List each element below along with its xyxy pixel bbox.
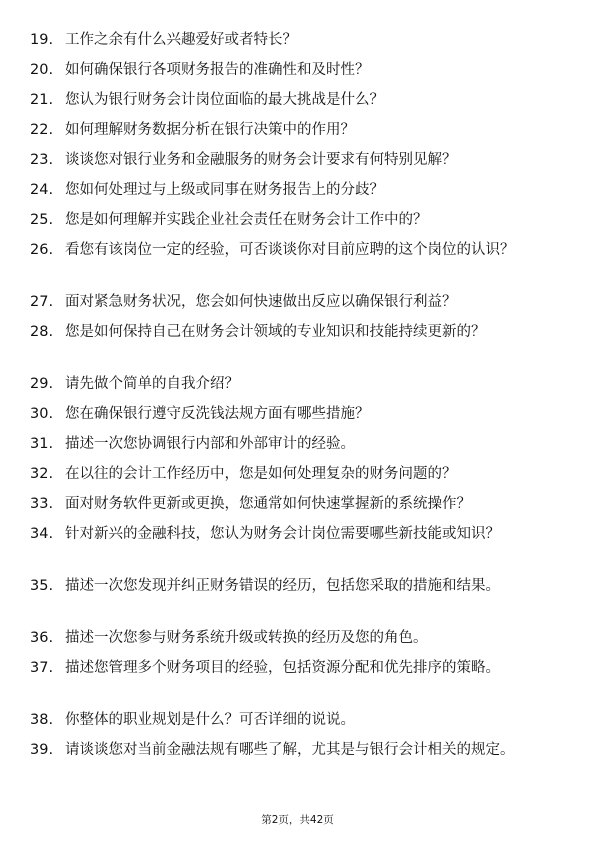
question-text: 你整体的职业规划是什么？可否详细的说说。	[65, 712, 355, 728]
question-text: 您是如何保持自己在财务会计领域的专业知识和技能持续更新的？	[65, 324, 486, 340]
question-text: 请谈谈您对当前金融法规有哪些了解，尤其是与银行会计相关的规定。	[65, 742, 515, 758]
question-number: 19.	[30, 32, 54, 48]
question-text: 如何理解财务数据分析在银行决策中的作用？	[65, 122, 355, 138]
question-text: 针对新兴的金融科技，您认为财务会计岗位需要哪些新技能或知识？	[65, 526, 500, 542]
question-number: 27.	[30, 294, 54, 310]
page-footer: 第2页，共42页	[261, 814, 334, 826]
question-number: 23.	[30, 152, 54, 168]
question-number: 25.	[30, 212, 54, 228]
question-text: 描述您管理多个财务项目的经验，包括资源分配和优先排序的策略。	[65, 660, 500, 676]
question-number: 29.	[30, 376, 54, 392]
question-text: 工作之余有什么兴趣爱好或者特长？	[65, 32, 297, 48]
question-number: 20.	[30, 62, 54, 78]
question-text: 请先做个简单的自我介绍？	[65, 376, 239, 392]
question-text: 在以往的会计工作经历中，您是如何处理复杂的财务问题的？	[65, 466, 457, 482]
question-text: 描述一次您参与财务系统升级或转换的经历及您的角色。	[65, 630, 428, 646]
question-number: 28.	[30, 324, 54, 340]
question-number: 24.	[30, 182, 54, 198]
question-number: 36.	[30, 630, 54, 646]
question-number: 31.	[30, 436, 54, 452]
question-number: 37.	[30, 660, 54, 676]
question-text: 描述一次您协调银行内部和外部审计的经验。	[65, 436, 355, 452]
question-text: 您在确保银行遵守反洗钱法规方面有哪些措施？	[65, 406, 370, 422]
question-text: 面对财务软件更新或更换，您通常如何快速掌握新的系统操作？	[65, 496, 471, 512]
question-text: 面对紧急财务状况，您会如何快速做出反应以确保银行利益？	[65, 294, 457, 310]
question-text: 您认为银行财务会计岗位面临的最大挑战是什么？	[65, 92, 384, 108]
question-number: 33.	[30, 496, 54, 512]
question-number: 22.	[30, 122, 54, 138]
question-number: 30.	[30, 406, 54, 422]
question-text: 如何确保银行各项财务报告的准确性和及时性？	[65, 62, 370, 78]
question-number: 35.	[30, 578, 54, 594]
question-number: 38.	[30, 712, 54, 728]
question-text: 您如何处理过与上级或同事在财务报告上的分歧？	[65, 182, 384, 198]
question-number: 39.	[30, 742, 54, 758]
question-text: 看您有该岗位一定的经验，可否谈谈你对目前应聘的这个岗位的认识？	[65, 242, 515, 258]
question-number: 21.	[30, 92, 54, 108]
question-text: 您是如何理解并实践企业社会责任在财务会计工作中的？	[65, 212, 428, 228]
question-number: 26.	[30, 242, 54, 258]
question-text: 描述一次您发现并纠正财务错误的经历，包括您采取的措施和结果。	[65, 578, 500, 594]
question-number: 32.	[30, 466, 54, 482]
question-number: 34.	[30, 526, 54, 542]
question-text: 谈谈您对银行业务和金融服务的财务会计要求有何特别见解？	[65, 152, 457, 168]
